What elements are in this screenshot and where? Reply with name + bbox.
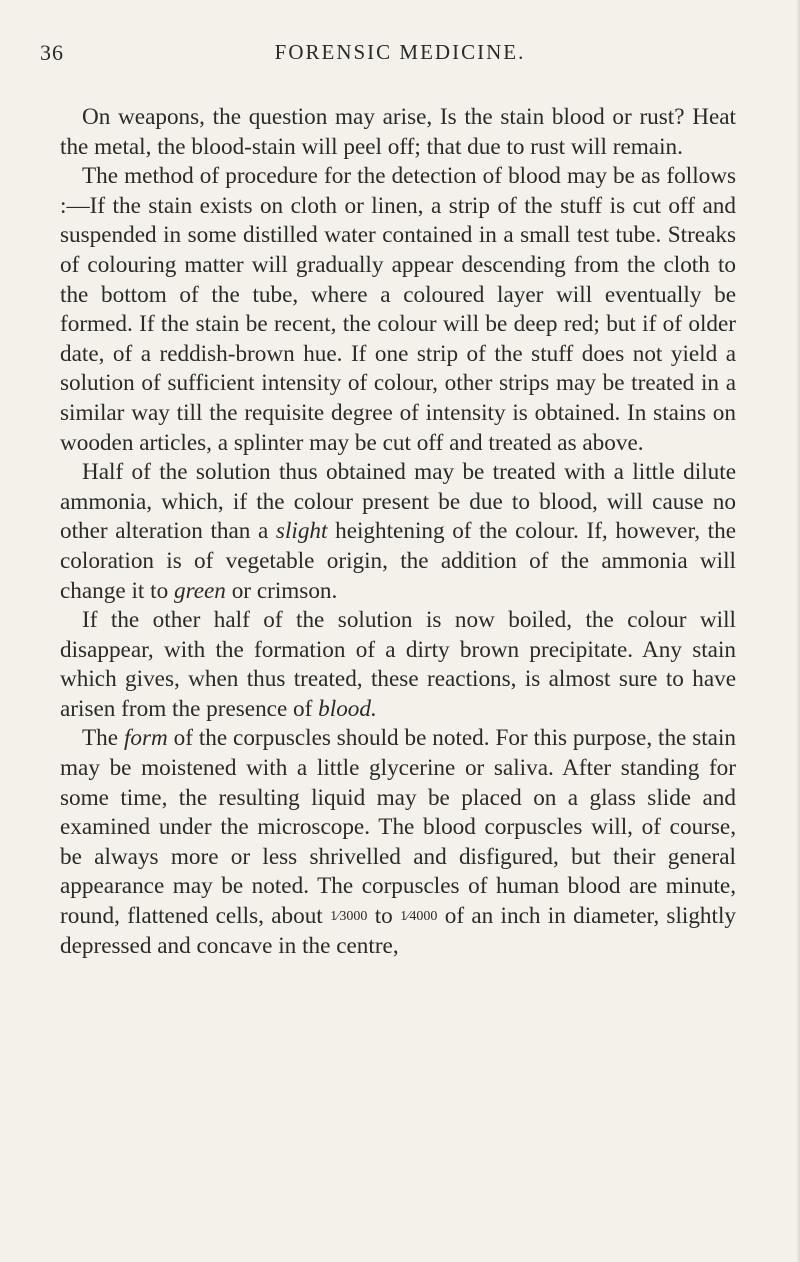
- emphasis-slight: slight: [275, 518, 328, 545]
- paragraph-text-part: of an inch in diameter, slightly depressed and concave in the centre,: [60, 903, 737, 959]
- fraction-one-three-thousandth: 1⁄3000: [330, 909, 368, 925]
- paragraph-boiling-test: [60, 606, 736, 724]
- paragraph-procedure: [60, 162, 736, 458]
- paragraph-text-part: Half of the solution thus obtained may be treated with a little dilute ammonia, which, if the colour present be due to blood, will cause no other alteration than a: [60, 459, 736, 545]
- paragraph-text-part: of the corpuscles should be noted. For this purpose, the stain may be moistened with a little glycerine or saliva. After standing for some time, the resulting liquid may be placed on a glass slide and examined under the microscope. The blood corpuscles will, of course, be always more or less shrivelled and disfigured, but their general appearance may be noted. The corpuscles of human blood are minute, round, flattened cells, about: [60, 725, 736, 930]
- paragraph-text-part: heightening of the colour. If, however, the coloration is of vegetable origin, the addition of the ammonia will change it to: [60, 518, 736, 604]
- page-header: [40, 40, 760, 72]
- body-text: [60, 103, 736, 961]
- emphasis-form: form: [123, 725, 168, 752]
- paragraph-ammonia-test: [60, 458, 736, 606]
- paragraph-corpuscles: [60, 724, 736, 961]
- emphasis-green: green: [173, 577, 226, 604]
- fraction-one-four-thousandth: 1⁄4000: [400, 909, 438, 925]
- page-edge: [796, 0, 800, 1262]
- page-number: 36: [40, 40, 64, 65]
- paragraph-text: On weapons, the question may arise, Is the stain blood or rust? Heat the metal, the blood-stain will peel off; that due to rust will remain.: [60, 104, 736, 160]
- paragraph-text: The method of procedure for the detection of blood may be as follows :—If the stain exists on cloth or linen, a strip of the stuff is cut off and suspended in some distilled water contained in a small test tube. Streaks of colouring matter will gradually appear descending from the cloth to the bottom of the tube, where a coloured layer will eventually be formed. If the stain be recent, the colour will be deep red; but if of older date, of a reddish-brown hue. If one strip of the stuff does not yield a solution of sufficient intensity of colour, other strips may be treated in a similar way till the requisite degree of intensity is obtained. In stains on wooden articles, a splinter may be cut off and treated as above.: [60, 163, 736, 456]
- running-title: FORENSIC MEDICINE.: [274, 40, 526, 64]
- paragraph-text-part: If the other half of the solution is now boiled, the colour will disappear, with the formation of a dirty brown precipitate. Any stain which gives, when thus treated, these reactions, is almost sure to have arisen from the presence of: [60, 607, 736, 722]
- emphasis-blood: blood.: [318, 695, 377, 722]
- paragraph-text-part: or crimson.: [225, 577, 338, 604]
- paragraph-weapons: [60, 103, 736, 162]
- paragraph-text-part: to: [367, 903, 401, 930]
- paragraph-text-part: The: [82, 725, 124, 752]
